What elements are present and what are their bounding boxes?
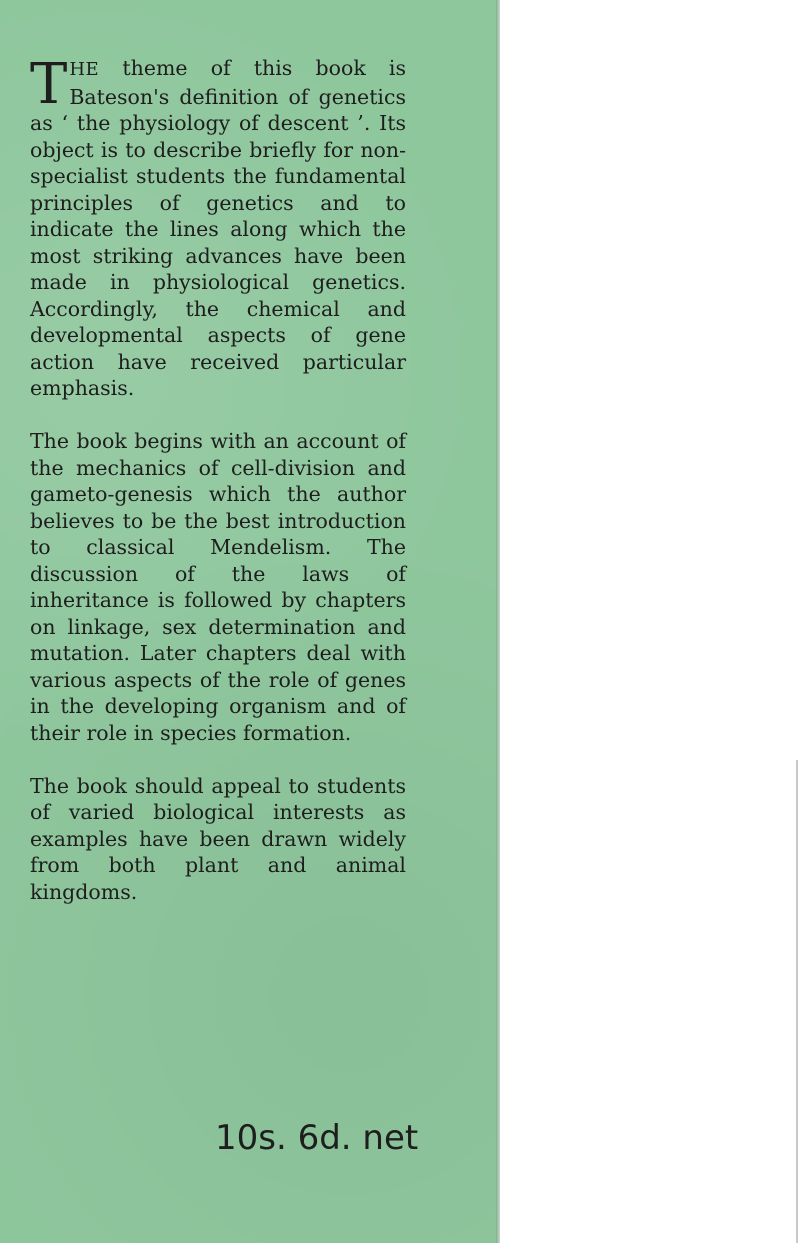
blurb-paragraph-2: The book begins with an account of the mechanics of cell-division and gameto-genesis which the author believes to be the best introduction to classical Mendelism. The discussion of the laws of inheritance is followed by chapters on linkage, sex determination and mutation. Later chapters deal with various aspects of the role of genes in the developing organism and of their role in species formation. bbox=[30, 429, 406, 745]
blurb-text bbox=[30, 52, 406, 932]
first-word-rest: HE bbox=[69, 59, 100, 80]
page-margin-line bbox=[796, 760, 798, 1243]
price-label: 10s. 6d. net bbox=[215, 1118, 419, 1158]
blurb-paragraph-3: The book should appeal to students of varied biological interests as examples have been drawn widely from both plant and animal kingdoms. bbox=[30, 773, 406, 904]
blank-page bbox=[500, 0, 800, 1243]
drop-cap: T bbox=[30, 52, 68, 117]
paragraph-1-body: theme of this book is Bateson's definition of genetics as ‘ the physiology of descent ’. Its object is to describe briefly for non-specialist students the fundamental principles of genetics and to indicate the lines along which the most striking advances have been made in physiological genetics. Accordingly, the chemical and developmental aspects of gene action have received particular emphasis. bbox=[30, 56, 406, 400]
blurb-paragraph-1 bbox=[30, 52, 406, 402]
